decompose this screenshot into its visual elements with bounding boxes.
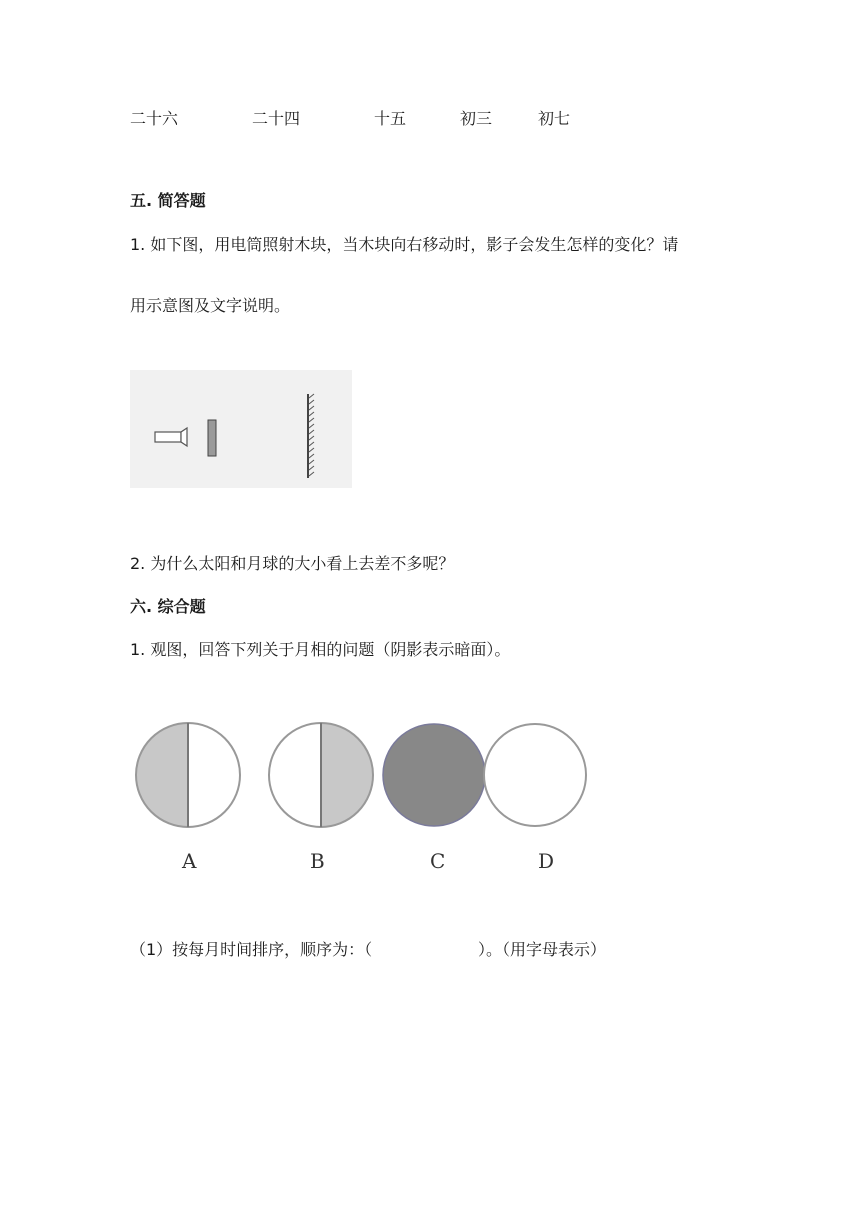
moon-label-b: B <box>310 849 325 873</box>
lunar-date-5: 初七 <box>538 109 571 128</box>
moon-phase-figure <box>130 716 592 876</box>
lunar-date-1: 二十六 <box>130 109 179 128</box>
moon-phase-a <box>136 723 240 827</box>
section6-title: 六. 综合题 <box>130 597 206 616</box>
flashlight-block-figure <box>130 370 352 488</box>
figure-background <box>130 370 352 488</box>
moon-phase-c <box>383 724 485 826</box>
section5-q1-line2: 用示意图及文字说明。 <box>130 296 291 315</box>
moon-label-c: C <box>430 849 446 873</box>
lunar-date-3: 十五 <box>374 109 407 128</box>
section5-q1-line1: 1. 如下图，用电筒照射木块，当木块向右移动时，影子会发生怎样的变化？请 <box>130 235 679 254</box>
section5-title: 五. 简答题 <box>130 191 206 210</box>
section6-sub1-prefix: （1）按每月时间排序，顺序为：（ <box>130 940 373 959</box>
moon-label-a: A <box>182 849 197 873</box>
section5-q2: 2. 为什么太阳和月球的大小看上去差不多呢？ <box>130 554 455 573</box>
answer-blank[interactable] <box>398 937 478 959</box>
moon-phase-d <box>484 724 586 826</box>
moon-label-d: D <box>538 849 555 873</box>
section6-q1: 1. 观图，回答下列关于月相的问题（阴影表示暗面）。 <box>130 640 511 659</box>
lunar-date-2: 二十四 <box>252 109 301 128</box>
wood-block <box>208 420 216 456</box>
section6-sub1-suffix: ）。（用字母表示） <box>478 940 607 959</box>
moon-phase-b <box>269 723 373 827</box>
lunar-date-4: 初三 <box>460 109 493 128</box>
